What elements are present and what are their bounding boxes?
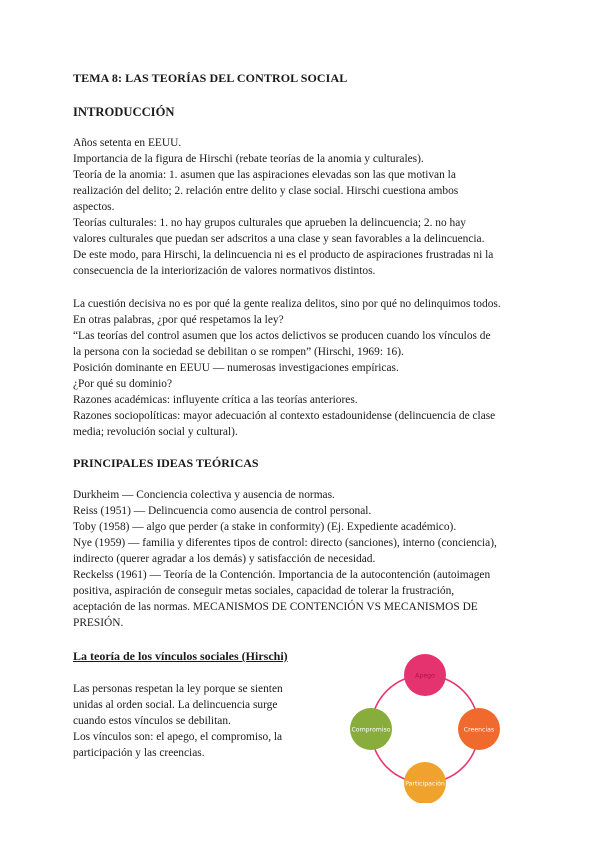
text-line: De este modo, para Hirschi, la delincuencia ni es el producto de aspiraciones frustradas ni la <box>73 249 494 261</box>
text-line: Teorías culturales: 1. no hay grupos culturales que aprueben la delincuencia; 2. no hay <box>73 217 466 229</box>
text-line: Razones sociopolíticas: mayor adecuación al contexto estadounidense (delincuencia de clase <box>73 410 496 422</box>
node-label-creencias: Creencias <box>463 726 495 734</box>
text-line: unidas al orden social. La delincuencia surge <box>73 699 278 711</box>
intro-paragraph-2 <box>73 296 533 440</box>
text-line: positiva, aspiración de conseguir metas sociales, capacidad de tolerar la frustración, <box>73 585 455 597</box>
text-line: En otras palabras, ¿por qué respetamos la ley? <box>73 314 284 326</box>
text-line: realización del delito; 2. relación entre delito y clase social. Hirschi cuestiona ambos <box>73 185 459 197</box>
text-line: Reiss (1951) — Delincuencia como ausencia de control personal. <box>73 505 372 517</box>
node-label-participacion: Participación <box>405 780 445 788</box>
text-line: Toby (1958) — algo que perder (a stake in conformity) (Ej. Expediente académico). <box>73 521 457 533</box>
text-line: consecuencia de la interiorización de valores normativos distintos. <box>73 265 376 277</box>
node-label-compromiso: Compromiso <box>351 726 391 734</box>
text-line: Nye (1959) — familia y diferentes tipos de control: directo (sanciones), interno (conciencia), <box>73 537 497 549</box>
text-line: Durkheim — Conciencia colectiva y ausencia de normas. <box>73 489 335 501</box>
text-line: aspectos. <box>73 201 115 213</box>
text-line: Reckelss (1961) — Teoría de la Contención. Importancia de la autocontención (autoimagen <box>73 569 491 581</box>
section-heading-introduccion: INTRODUCCIÓN <box>73 105 175 119</box>
vinculos-paragraph <box>73 681 311 761</box>
text-line: PRESIÓN. <box>73 617 124 629</box>
text-line: Años setenta en EEUU. <box>73 137 182 149</box>
text-line: Teoría de la anomia: 1. asumen que las aspiraciones elevadas son las que motivan la <box>73 169 456 181</box>
text-line: media; revolución social y cultural). <box>73 426 238 438</box>
text-line: la persona con la sociedad se debilitan o se rompen” (Hirschi, 1969: 16). <box>73 346 404 358</box>
text-line: indirecto (querer agradar a los demás) y satisfacción de necesidad. <box>73 553 376 565</box>
subsection-heading-vinculos: La teoría de los vínculos sociales (Hirschi) <box>73 649 288 663</box>
text-line: aceptación de las normas. MECANISMOS DE CONTENCIÓN VS MECANISMOS DE <box>73 601 478 613</box>
ideas-paragraph <box>73 487 533 631</box>
intro-paragraph-1 <box>73 135 533 279</box>
text-line: Posición dominante en EEUU — numerosas investigaciones empíricas. <box>73 362 399 374</box>
text-line: La cuestión decisiva no es por qué la gente realiza delitos, sino por qué no delinquimos todos. <box>73 298 501 310</box>
text-line: valores culturales que puedan ser adscritos a una clase y sean favorables a la delincuencia. <box>73 233 485 245</box>
text-line: Importancia de la figura de Hirschi (rebate teorías de la anomia y culturales). <box>73 153 424 165</box>
vinculos-cycle-diagram <box>345 653 505 803</box>
text-line: ¿Por qué su dominio? <box>73 378 173 390</box>
text-line: Las personas respetan la ley porque se sienten <box>73 683 283 695</box>
text-line: Los vínculos son: el apego, el compromiso, la <box>73 731 283 743</box>
node-label-apego: Apego <box>415 672 435 680</box>
document-title: TEMA 8: LAS TEORÍAS DEL CONTROL SOCIAL <box>73 71 348 85</box>
section-heading-ideas: PRINCIPALES IDEAS TEÓRICAS <box>73 456 259 470</box>
text-line: participación y las creencias. <box>73 747 205 759</box>
text-line: cuando estos vínculos se debilitan. <box>73 715 231 727</box>
text-line: Razones académicas: influyente crítica a las teorías anteriores. <box>73 394 358 406</box>
text-line: “Las teorías del control asumen que los actos delictivos se producen cuando los vínculos de <box>73 330 491 342</box>
